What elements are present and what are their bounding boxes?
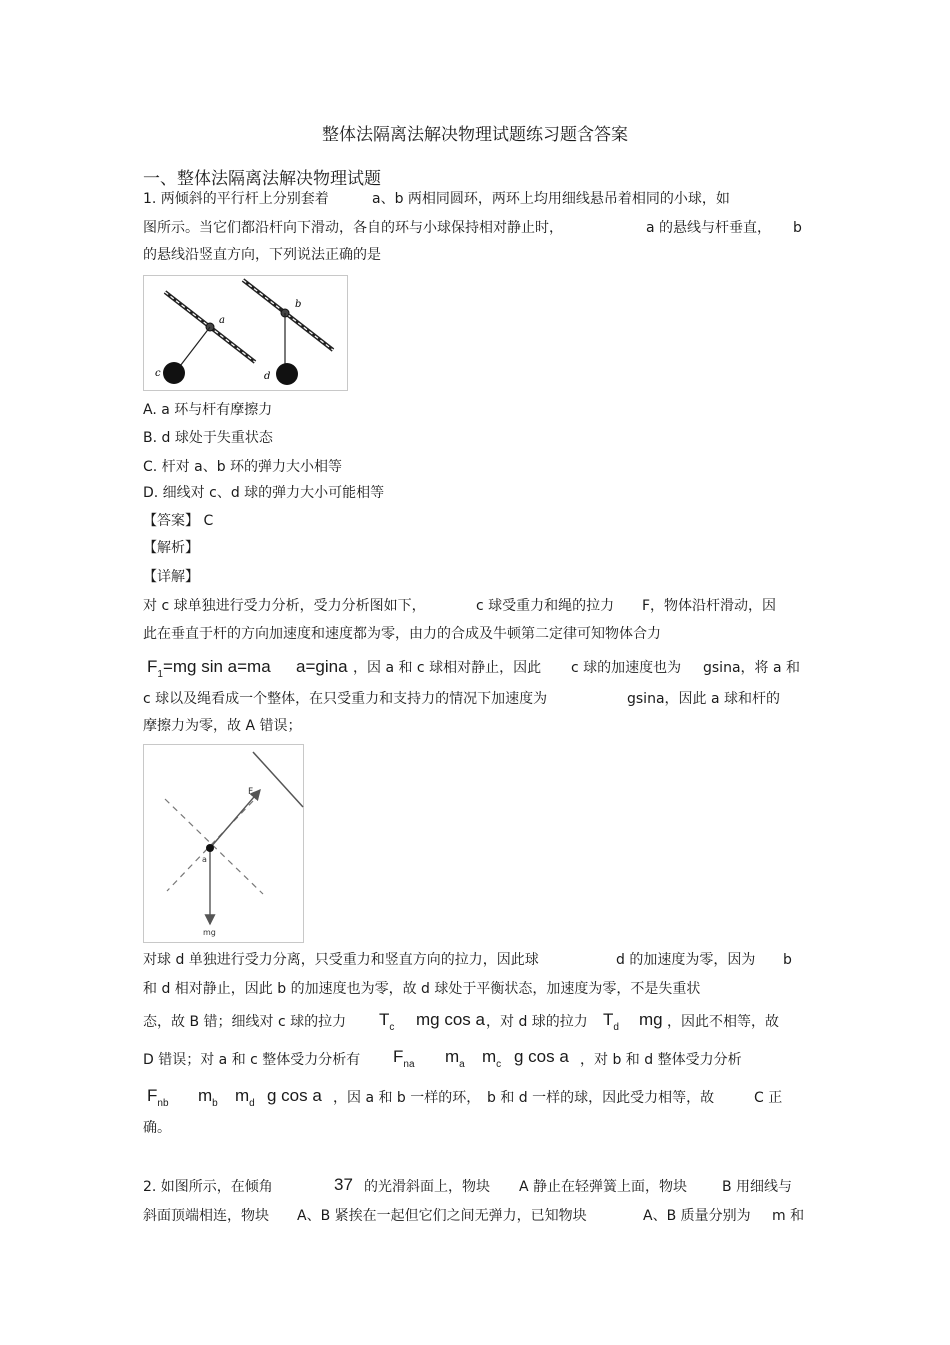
- eq-mg: mg: [639, 1010, 663, 1029]
- eq-td: [603, 1010, 619, 1033]
- label-d: d: [264, 371, 271, 382]
- expl-line1b: c 球受重力和绳的拉力: [476, 598, 615, 614]
- label-c: c: [155, 368, 161, 379]
- q1-line2c: b: [793, 220, 802, 236]
- eq-md: [235, 1086, 255, 1109]
- expl2-line3b: ，对 d 球的拉力: [486, 1014, 588, 1030]
- label-a: a: [219, 315, 225, 326]
- option-a: A. a 环与杆有摩擦力: [143, 402, 273, 418]
- q2-line1c: A 静止在轻弹簧上面，物块: [519, 1179, 688, 1195]
- eq-a: a=gina: [296, 657, 348, 676]
- label-b: b: [295, 299, 302, 310]
- expl2-line5b: b 和 d 一样的球，因此受力相等，故: [487, 1090, 715, 1106]
- eq-gcos-2: g cos a: [267, 1086, 322, 1105]
- expl2-line1a: 对球 d 单独进行受力分离，只受重力和竖直方向的拉力，因此球: [143, 952, 539, 968]
- q1-line1a: 1. 两倾斜的平行杆上分别套着: [143, 191, 329, 207]
- q2-line2a: 斜面顶端相连，物块: [143, 1208, 269, 1224]
- eq-f1-symbol: F: [147, 657, 158, 676]
- expl2-line5a: ，因 a 和 b 一样的环，: [333, 1090, 481, 1106]
- eq-td-symbol: T: [603, 1010, 614, 1029]
- eq-f1: [147, 657, 271, 680]
- eq-ma-symbol: m: [445, 1047, 460, 1066]
- expl2-line3a: 态，故 B 错；细线对 c 球的拉力: [143, 1014, 347, 1030]
- figure-frame: [144, 745, 304, 943]
- eq-tc: [379, 1010, 395, 1033]
- eq-tc-sub: c: [389, 1022, 395, 1033]
- eq-fna-symbol: F: [393, 1047, 404, 1066]
- page-title: 整体法隔离法解决物理试题练习题含答案: [322, 125, 628, 145]
- expl2-line1b: d 的加速度为零，因为: [616, 952, 756, 968]
- expl2-line5c: C 正: [754, 1090, 783, 1106]
- eq-f1-expr: =mg sin a=ma: [162, 657, 271, 676]
- ball-d: [276, 363, 298, 385]
- eq-md-symbol: m: [235, 1086, 250, 1105]
- label-a2: a: [202, 855, 207, 864]
- section-heading: 一、整体法隔离法解决物理试题: [143, 169, 381, 189]
- q2-line2c: A、B 质量分别为: [643, 1208, 751, 1224]
- expl-line3c: gsina，将 a 和: [703, 660, 801, 676]
- q2-line1d: B 用细线与: [722, 1179, 793, 1195]
- expl2-line3c: ，因此不相等，故: [667, 1014, 779, 1030]
- eq-td-sub: d: [613, 1022, 619, 1033]
- q1-line2b: a 的悬线与杆垂直，: [646, 220, 772, 236]
- q1-line3: 的悬线沿竖直方向，下列说法正确的是: [143, 247, 381, 263]
- eq-ma-sub: a: [459, 1059, 465, 1070]
- eq-fnb-sub: nb: [157, 1098, 169, 1109]
- eq-mb: [198, 1086, 218, 1109]
- q2-line2b: A、B 紧挨在一起但它们之间无弹力，已知物块: [297, 1208, 587, 1224]
- q2-angle: 37: [334, 1175, 353, 1194]
- eq-fnb-symbol: F: [147, 1086, 158, 1105]
- eq-mgcos: mg cos a: [416, 1010, 485, 1029]
- eq-fnb: [147, 1086, 169, 1109]
- option-b: B. d 球处于失重状态: [143, 430, 273, 446]
- label-mg: mg: [203, 928, 216, 937]
- q2-line2d: m 和: [772, 1208, 805, 1224]
- expl2-line1c: b: [783, 952, 792, 968]
- eq-mc-sub: c: [496, 1059, 502, 1070]
- eq-fna-sub: na: [403, 1059, 415, 1070]
- expl-line5: 摩擦力为零，故 A 错误；: [143, 718, 302, 734]
- expl-line1a: 对 c 球单独进行受力分析，受力分析图如下，: [143, 598, 426, 614]
- force-diagram: [143, 744, 304, 943]
- expl-line3a: ，因 a 和 c 球相对静止，因此: [353, 660, 542, 676]
- eq-f1-sub: 1: [157, 669, 163, 680]
- expl2-line4b: ，对 b 和 d 整体受力分析: [580, 1052, 742, 1068]
- eq-mb-symbol: m: [198, 1086, 213, 1105]
- q1-figure: [143, 275, 348, 391]
- label-f: F: [248, 787, 254, 797]
- expl-line2: 此在垂直于杆的方向加速度和速度都为零，由力的合成及牛顿第二定律可知物体合力: [143, 626, 661, 642]
- detail-label: 【详解】: [143, 569, 199, 585]
- option-c: C. 杆对 a、b 环的弹力大小相等: [143, 459, 343, 475]
- q1-line2a: 图所示。当它们都沿杆向下滑动，各自的环与小球保持相对静止时，: [143, 220, 563, 236]
- expl-line4b: gsina，因此 a 球和杆的: [627, 691, 781, 707]
- expl-line3b: c 球的加速度也为: [571, 660, 682, 676]
- option-d: D. 细线对 c、d 球的弹力大小可能相等: [143, 485, 385, 501]
- q1-line1b: a、b 两相同圆环，两环上均用细线悬吊着相同的小球，如: [372, 191, 730, 207]
- analysis-label: 【解析】: [143, 540, 199, 556]
- q2-line1b: 的光滑斜面上，物块: [364, 1179, 490, 1195]
- eq-mb-sub: b: [212, 1098, 218, 1109]
- eq-mc: [482, 1047, 502, 1070]
- eq-ma: [445, 1047, 465, 1070]
- expl-line4a: c 球以及绳看成一个整体，在只受重力和支持力的情况下加速度为: [143, 691, 548, 707]
- ball-c: [163, 362, 185, 384]
- eq-fna: [393, 1047, 415, 1070]
- expl2-line2: 和 d 相对静止，因此 b 的加速度也为零，故 d 球处于平衡状态，加速度为零，不是失重状: [143, 981, 701, 997]
- point-a: [206, 844, 214, 852]
- q2-line1a: 2. 如图所示，在倾角: [143, 1179, 273, 1195]
- expl2-line4a: D 错误；对 a 和 c 整体受力分析有: [143, 1052, 361, 1068]
- eq-md-sub: d: [249, 1098, 255, 1109]
- eq-gcos-1: g cos a: [514, 1047, 569, 1066]
- answer: 【答案】 C: [143, 513, 214, 529]
- eq-mc-symbol: m: [482, 1047, 497, 1066]
- eq-tc-symbol: T: [379, 1010, 390, 1029]
- expl2-line6: 确。: [143, 1120, 171, 1136]
- expl-line1c: F，物体沿杆滑动，因: [642, 598, 777, 614]
